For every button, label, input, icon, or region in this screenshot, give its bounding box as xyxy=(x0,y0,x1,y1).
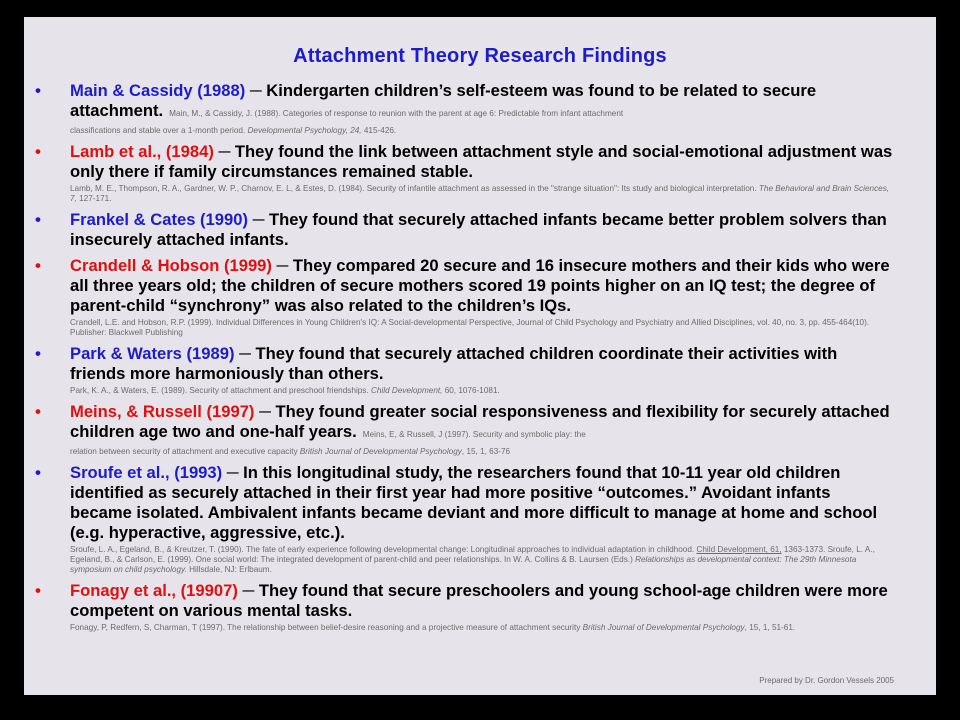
reference-pages: 127-171. xyxy=(79,194,112,203)
finding-author: Sroufe et al., (1993) xyxy=(70,463,223,482)
finding-text xyxy=(70,142,896,182)
finding-author: Meins, & Russell (1997) xyxy=(70,402,255,421)
finding-reference-inline: Meins, E, & Russell, J (1997). Security and symbolic play: the xyxy=(362,430,586,439)
finding-reference xyxy=(70,318,896,338)
finding-separator: ─ xyxy=(222,463,244,482)
footer-credit: Prepared by Dr. Gordon Vessels 2005 xyxy=(759,676,894,685)
finding-separator: ─ xyxy=(254,402,276,421)
finding-reference xyxy=(70,184,896,204)
finding-body: They found greater social responsiveness and flexibility for securely attached children age two and one-half years. xyxy=(70,402,890,441)
finding-reference xyxy=(70,545,896,575)
reference-text: relation between security of attachment and executive capacity xyxy=(70,447,298,456)
bullet-icon: • xyxy=(35,463,41,482)
finding-author: Main & Cassidy (1988) xyxy=(70,81,246,100)
reference-pages: 60, 1076-1081. xyxy=(444,386,500,395)
finding-separator: ─ xyxy=(248,210,269,229)
finding-text xyxy=(70,81,896,124)
finding-item xyxy=(24,344,936,396)
finding-text xyxy=(70,344,896,384)
reference-journal-underlined: Child Development, 61, xyxy=(696,545,782,554)
reference-pages: 415-426. xyxy=(363,126,397,135)
slide-title: Attachment Theory Research Findings xyxy=(293,45,667,67)
bullet-icon: • xyxy=(35,142,41,161)
reference-text: Sroufe, L. A., Egeland, B., & Kreutzer, T. (1990). The fate of early experience following developmental change: Longitudinal approaches to individual adaptation in childhood. xyxy=(70,545,695,554)
reference-book-title: Relationships as developmental context: The 29th Minnesota symposium on child psychology. xyxy=(70,555,857,574)
finding-text xyxy=(70,463,896,543)
finding-body: Kindergarten children’s self-esteem was found to be related to secure attachment. xyxy=(70,81,817,120)
finding-author: Crandell & Hobson (1999) xyxy=(70,256,272,275)
finding-author: Lamb et al., (1984) xyxy=(70,142,214,161)
bullet-icon: • xyxy=(35,402,41,421)
finding-author: Park & Waters (1989) xyxy=(70,344,235,363)
finding-body: They found that secure preschoolers and young school-age children were more competent on various mental tasks. xyxy=(70,581,888,620)
finding-item xyxy=(24,402,936,457)
bullet-icon: • xyxy=(35,256,41,275)
finding-body: They found the link between attachment style and social-emotional adjustment was only there if family circumstances remained stable. xyxy=(70,142,893,181)
finding-author: Frankel & Cates (1990) xyxy=(70,210,249,229)
slide xyxy=(24,17,936,695)
finding-text xyxy=(70,402,896,445)
finding-reference-inline: Main, M., & Cassidy, J. (1988). Categories of response to reunion with the parent at age 6: Predictable from infant attachment xyxy=(169,109,624,118)
finding-author: Fonagy et al., (19907) xyxy=(70,581,238,600)
finding-reference xyxy=(70,386,896,396)
finding-item xyxy=(24,81,936,136)
reference-journal: The Behavioral and Brain Sciences, 7, xyxy=(70,184,890,203)
finding-separator: ─ xyxy=(245,81,267,100)
finding-text xyxy=(70,256,896,316)
reference-text: Lamb, M. E., Thompson, R. A., Gardner, W. P., Charnov, E. L, & Estes, D. (1984). Security of infantile attachment as assessed in the "strange situation": Its study and biological interpretation. xyxy=(70,184,757,193)
reference-text: Fonagy, P, Redfern, S, Charman, T (1997). The relationship between belief-desire reasoning and a projective measure of attachment security xyxy=(70,623,581,632)
reference-text: Park, K. A., & Waters, E. (1989). Security of attachment and preschool friendships. xyxy=(70,386,369,395)
finding-body: They found that securely attached infants became better problem solvers than insecurely attached infants. xyxy=(70,210,887,249)
finding-item xyxy=(24,210,936,250)
bullet-icon: • xyxy=(35,210,41,229)
finding-reference xyxy=(70,126,896,136)
finding-item xyxy=(24,463,936,575)
reference-journal: Child Development, xyxy=(370,386,443,395)
reference-text-continued: 1363-1373. Sroufe, L. A., Egeland, B., & Carlson, E. (1999). One social world: The integrated development of parent-child and peer relationships. In W. A. Collins & B. Laursen (Eds.) xyxy=(70,545,875,564)
finding-reference xyxy=(70,623,896,633)
reference-journal: British Journal of Developmental Psychology xyxy=(582,623,745,632)
bullet-icon: • xyxy=(35,344,41,363)
reference-text: Crandell, L.E. and Hobson, R.P. (1999). Individual Differences in Young Children's IQ: A Social-developmental Perspective, Journal of Child Psychology and Psychiatry and Allied Disciplines, vol. 40, no. 3, pp. 455-464(10). Publisher: Blackwell Publishing xyxy=(70,318,870,337)
finding-separator: ─ xyxy=(213,142,235,161)
finding-text xyxy=(70,581,896,621)
reference-journal: British Journal of Developmental Psychology xyxy=(299,447,462,456)
finding-separator: ─ xyxy=(271,256,293,275)
finding-item xyxy=(24,581,936,633)
reference-pages: , 15, 1, 63-76 xyxy=(461,447,511,456)
bullet-icon: • xyxy=(35,581,41,600)
findings-list xyxy=(24,81,936,639)
reference-journal: Developmental Psychology, 24, xyxy=(247,126,362,135)
bullet-icon: • xyxy=(35,81,41,100)
finding-separator: ─ xyxy=(234,344,256,363)
reference-publisher: Hillsdale, NJ: Erlbaum. xyxy=(189,565,272,574)
finding-body: They found that securely attached children coordinate their activities with friends more harmoniously than others. xyxy=(70,344,838,383)
finding-item xyxy=(24,142,936,204)
finding-body: In this longitudinal study, the researchers found that 10-11 year old children identified as securely attached in their first year had more positive “outcomes.” Avoidant infants became isolated. Ambivalent infants became deviant and more difficult to manage at home and school (e.g. hyperactive, aggressive, etc.). xyxy=(70,463,878,542)
finding-text xyxy=(70,210,896,250)
finding-body: They compared 20 secure and 16 insecure mothers and their kids who were all three years old; the children of secure mothers scored 19 points higher on an IQ test; the degree of parent-child “synchrony” was also related to the children’s IQs. xyxy=(70,256,890,315)
reference-pages: , 15, 1, 51-61. xyxy=(744,623,796,632)
finding-reference xyxy=(70,447,896,457)
finding-item xyxy=(24,256,936,338)
finding-separator: ─ xyxy=(237,581,259,600)
reference-text: classifications and stable over a 1-month period. xyxy=(70,126,246,135)
